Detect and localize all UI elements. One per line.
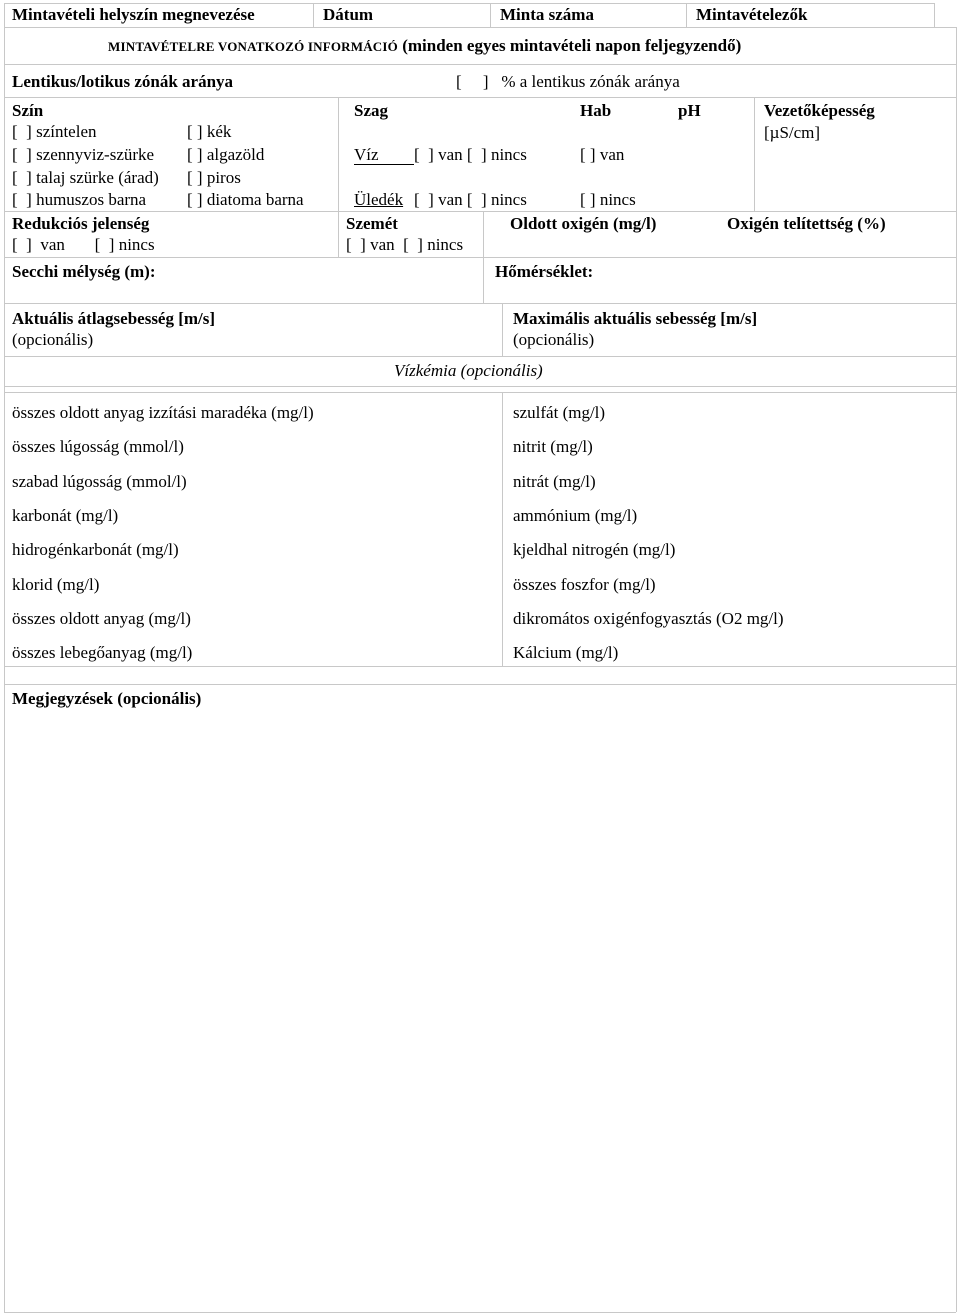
chem-left-item: szabad lúgosság (mmol/l)	[12, 472, 187, 491]
chem-right-item: kjeldhal nitrogén (mg/l)	[513, 540, 676, 559]
location-header: Mintavételi helyszín megnevezése	[12, 5, 255, 24]
color-option-humic-brown[interactable]: [ ] humuszos barna	[12, 190, 147, 209]
max-velocity-label: Maximális aktuális sebesség [m/s]	[513, 309, 758, 328]
grid-line	[956, 27, 957, 1312]
chem-left-item: karbonát (mg/l)	[12, 506, 119, 525]
color-option-algae-green[interactable]: [ ] algazöld	[187, 145, 265, 164]
samplers-header: Mintavételezők	[696, 5, 808, 24]
chem-left-item: összes oldott anyag (mg/l)	[12, 609, 191, 628]
odor-sediment-options[interactable]: [ ] van [ ] nincs	[414, 190, 527, 209]
grid-line	[4, 386, 956, 387]
chemistry-title: Vízkémia (opcionális)	[394, 361, 543, 380]
chem-left-item: összes oldott anyag izzítási maradéka (mg/l)	[12, 403, 314, 422]
chem-right-item: nitrit (mg/l)	[513, 437, 593, 456]
chem-left-item: klorid (mg/l)	[12, 575, 100, 594]
chem-left-item: összes lúgosság (mmol/l)	[12, 437, 184, 456]
grid-line	[4, 97, 956, 98]
chem-right-item: ammónium (mg/l)	[513, 506, 638, 525]
color-option-diatom-brown[interactable]: [ ] diatoma barna	[187, 190, 304, 209]
color-option-colorless[interactable]: [ ] színtelen	[12, 122, 97, 141]
grid-line	[483, 211, 484, 303]
chem-right-item: összes foszfor (mg/l)	[513, 575, 656, 594]
chem-left-item: hidrogénkarbonát (mg/l)	[12, 540, 179, 559]
chem-right-item: dikromátos oxigénfogyasztás (O2 mg/l)	[513, 609, 784, 628]
color-option-soil-grey[interactable]: [ ] talaj szürke (árad)	[12, 168, 159, 187]
date-header: Dátum	[323, 5, 374, 24]
color-option-sewage-grey[interactable]: [ ] szennyviz-szürke	[12, 145, 155, 164]
litter-options[interactable]: [ ] van [ ] nincs	[346, 235, 464, 254]
zones-label: Lentikus/lotikus zónák aránya	[12, 72, 234, 91]
section-title-rest: (minden egyes mintavételi napon feljegyzendő)	[402, 36, 742, 55]
grid-line	[4, 1312, 956, 1313]
color-option-blue[interactable]: [ ] kék	[187, 122, 232, 141]
conductivity-unit: [µS/cm]	[764, 123, 821, 142]
odor-sediment-label: Üledék	[354, 190, 404, 209]
grid-line	[4, 257, 956, 258]
grid-line	[4, 392, 956, 393]
chem-right-item: Kálcium (mg/l)	[513, 643, 619, 662]
temperature-label: Hőmérséklet:	[495, 262, 594, 281]
grid-line	[934, 3, 935, 27]
grid-line	[4, 27, 956, 28]
litter-label: Szemét	[346, 214, 398, 233]
grid-line	[754, 97, 755, 211]
chem-right-item: nitrát (mg/l)	[513, 472, 596, 491]
grid-line	[4, 356, 956, 357]
water-underline	[354, 164, 414, 165]
chem-right-item: szulfát (mg/l)	[513, 403, 606, 422]
grid-line	[4, 211, 956, 212]
foam-yes[interactable]: [ ] van	[580, 145, 625, 164]
dissolved-oxygen-label: Oldott oxigén (mg/l)	[510, 214, 657, 233]
odor-water-options[interactable]: [ ] van [ ] nincs	[414, 145, 527, 164]
foam-label: Hab	[580, 101, 612, 120]
grid-line	[490, 3, 491, 27]
ph-label: pH	[678, 101, 701, 120]
reduction-label: Redukciós jelenség	[12, 214, 150, 233]
grid-line	[4, 303, 956, 304]
grid-line	[4, 684, 956, 685]
reduction-options[interactable]: [ ] van [ ] nincs	[12, 235, 155, 254]
notes-label: Megjegyzések (opcionális)	[12, 689, 202, 708]
grid-line	[502, 303, 503, 356]
grid-line	[4, 3, 5, 1312]
grid-line	[313, 3, 314, 27]
oxygen-saturation-label: Oxigén telítettség (%)	[727, 214, 886, 233]
grid-line	[686, 3, 687, 27]
avg-velocity-label: Aktuális átlagsebesség [m/s]	[12, 309, 216, 328]
foam-no[interactable]: [ ] nincs	[580, 190, 636, 209]
sample-number-header: Minta száma	[500, 5, 594, 24]
secchi-label: Secchi mélység (m):	[12, 262, 156, 281]
section-title-smallcaps: MINTAVÉTELRE VONATKOZÓ INFORMÁCIÓ	[108, 39, 398, 54]
odor-label: Szag	[354, 101, 388, 120]
conductivity-label: Vezetőképesség	[764, 101, 875, 120]
chem-left-item: összes lebegőanyag (mg/l)	[12, 643, 193, 662]
grid-line	[502, 392, 503, 666]
odor-water-label: Víz	[354, 145, 379, 164]
grid-line	[338, 97, 339, 257]
zones-field[interactable]: [ ] % a lentikus zónák aránya	[456, 72, 680, 91]
grid-line	[4, 666, 956, 667]
notes-area[interactable]	[6, 712, 954, 1308]
grid-line	[4, 3, 934, 4]
color-label: Szín	[12, 101, 44, 120]
max-velocity-optional: (opcionális)	[513, 330, 595, 349]
avg-velocity-optional: (opcionális)	[12, 330, 94, 349]
section-title	[108, 36, 741, 57]
grid-line	[4, 64, 956, 65]
color-option-red[interactable]: [ ] piros	[187, 168, 241, 187]
